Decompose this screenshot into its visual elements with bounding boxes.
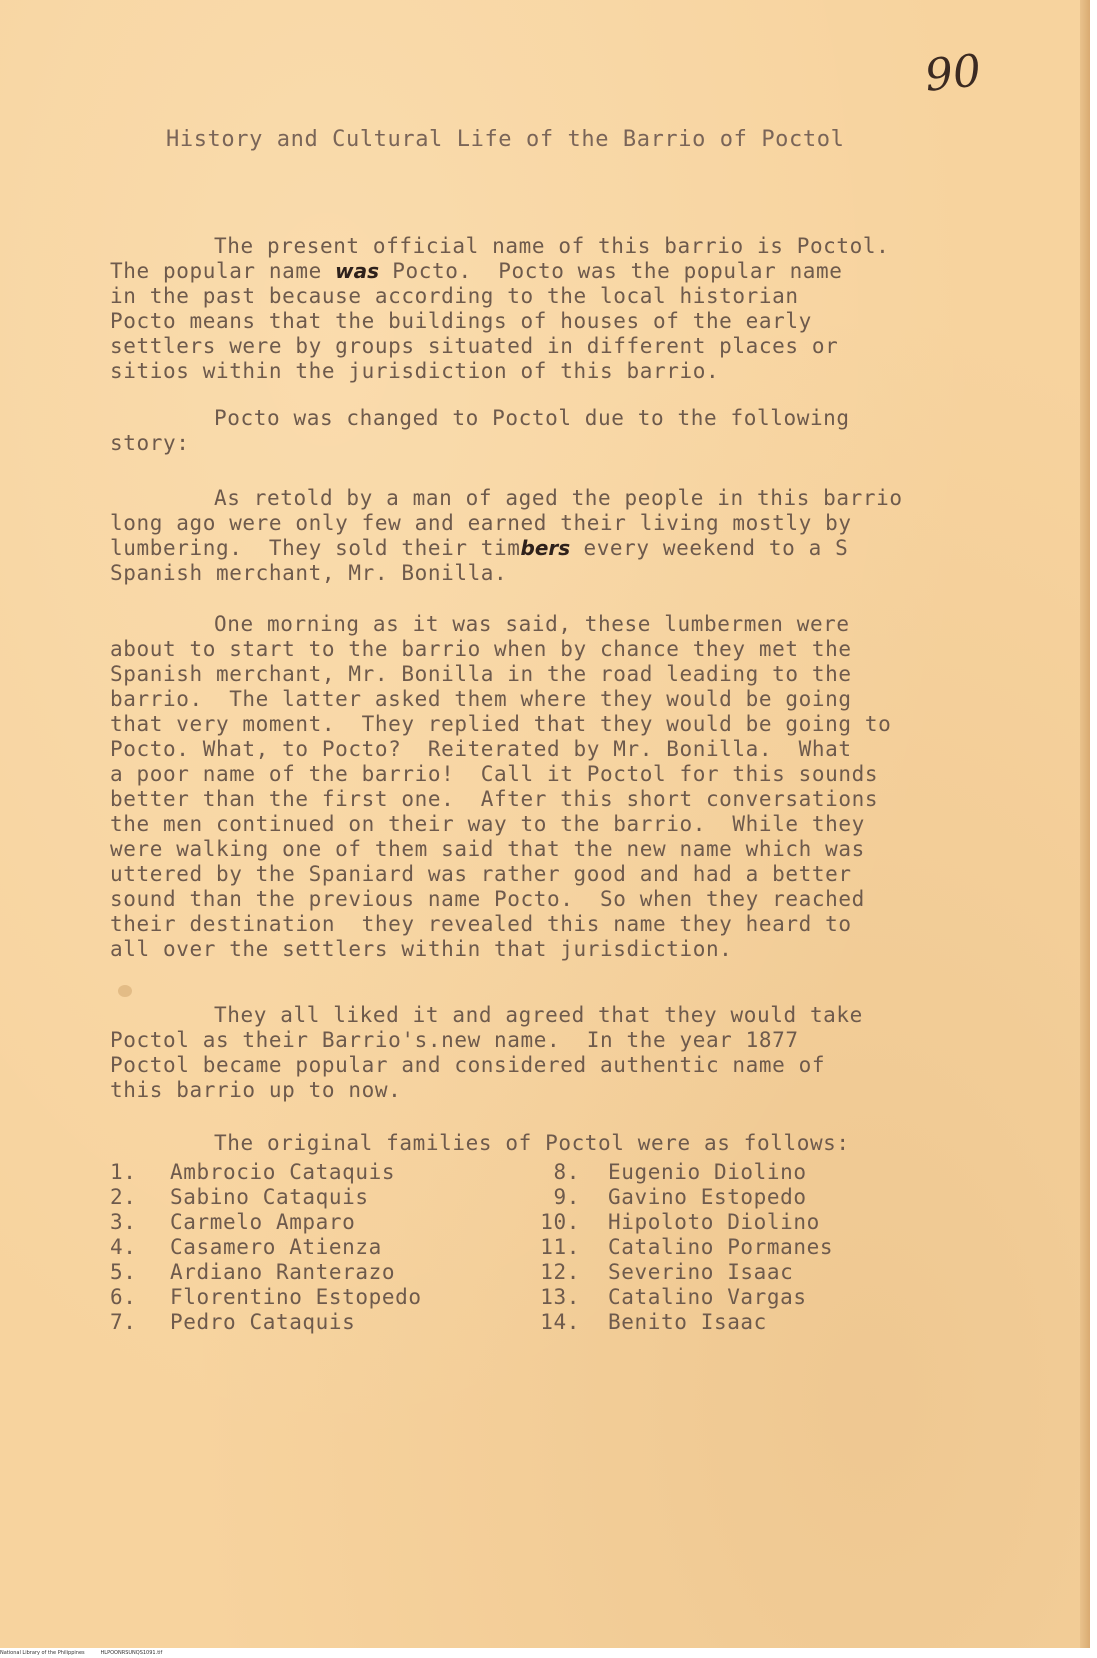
families-column-right bbox=[500, 1160, 833, 1335]
text-segment: every weekend to a S bbox=[570, 536, 849, 560]
footer-filename: HLPOONRSUNQS1091.tif bbox=[100, 1650, 163, 1656]
paragraph-line: The present official name of this barrio is Poctol. bbox=[214, 234, 890, 258]
family-number: 7. bbox=[110, 1310, 137, 1334]
paragraph-line: story: bbox=[110, 431, 190, 455]
paragraph-name-change bbox=[110, 406, 1020, 456]
family-name: Hipoloto Diolino bbox=[608, 1210, 820, 1234]
family-list-item bbox=[110, 1160, 422, 1185]
paper-stain bbox=[118, 985, 132, 997]
family-list-item bbox=[500, 1235, 833, 1260]
family-name: Gavino Estopedo bbox=[608, 1185, 807, 1209]
family-number: 1. bbox=[110, 1160, 137, 1184]
paragraph-line: a poor name of the barrio! Call it Poctol for this sounds bbox=[110, 762, 879, 786]
paragraph-line: The original families of Poctol were as follows: bbox=[214, 1131, 850, 1155]
paragraph-line: were walking one of them said that the new name which was bbox=[110, 837, 865, 861]
family-name: Pedro Cataquis bbox=[170, 1310, 356, 1334]
family-list-item bbox=[110, 1260, 422, 1285]
paragraph-lumbering bbox=[110, 486, 1020, 586]
paragraph-line: all over the settlers within that jurisdiction. bbox=[110, 937, 733, 961]
family-name: Ambrocio Cataquis bbox=[170, 1160, 396, 1184]
family-number: 11. bbox=[540, 1235, 580, 1259]
paragraph-line: Pocto means that the buildings of houses of the early bbox=[110, 309, 812, 333]
family-list-item bbox=[500, 1160, 833, 1185]
family-name: Eugenio Diolino bbox=[608, 1160, 807, 1184]
family-name: Catalino Pormanes bbox=[608, 1235, 834, 1259]
scan-footer bbox=[0, 1648, 1097, 1658]
paragraph-line: Spanish merchant, Mr. Bonilla in the road leading to the bbox=[110, 662, 852, 686]
family-number: 14. bbox=[540, 1310, 580, 1334]
handwritten-correction: was bbox=[335, 259, 380, 283]
paragraph-line: the men continued on their way to the barrio. While they bbox=[110, 812, 865, 836]
paragraph-line: As retold by a man of aged the people in this barrio bbox=[214, 486, 903, 510]
text-segment: The popular name bbox=[110, 259, 336, 283]
family-number: 9. bbox=[553, 1185, 580, 1209]
paragraph-line: One morning as it was said, these lumbermen were bbox=[214, 612, 850, 636]
paragraph-line bbox=[110, 536, 1020, 561]
paragraph-line bbox=[110, 259, 1020, 284]
family-name: Casamero Atienza bbox=[170, 1235, 382, 1259]
family-list-item bbox=[500, 1285, 833, 1310]
text-segment: Pocto. Pocto was the popular name bbox=[379, 259, 843, 283]
paragraph-line: barrio. The latter asked them where they would be going bbox=[110, 687, 852, 711]
handwritten-page-number: 90 bbox=[922, 45, 984, 102]
family-list-item bbox=[500, 1210, 833, 1235]
paragraph-line: long ago were only few and earned their living mostly by bbox=[110, 511, 852, 535]
text-segment: lumbering. They sold their tim bbox=[110, 536, 521, 560]
paragraph-line: that very moment. They replied that they would be going to bbox=[110, 712, 892, 736]
paragraph-line: Pocto was changed to Poctol due to the following bbox=[214, 406, 850, 430]
paragraph-adoption bbox=[110, 1003, 1020, 1103]
family-list-item bbox=[500, 1185, 833, 1210]
page-edge bbox=[1080, 0, 1090, 1648]
paragraph-official-name bbox=[110, 234, 1020, 384]
family-name: Sabino Cataquis bbox=[170, 1185, 369, 1209]
family-number: 10. bbox=[540, 1210, 580, 1234]
family-name: Benito Isaac bbox=[608, 1310, 767, 1334]
paragraph-line: Pocto. What, to Pocto? Reiterated by Mr. Bonilla. What bbox=[110, 737, 852, 761]
paragraph-story bbox=[110, 612, 1020, 962]
paragraph-line: this barrio up to now. bbox=[110, 1078, 402, 1102]
family-list-item bbox=[110, 1210, 422, 1235]
family-list-item bbox=[110, 1310, 422, 1335]
paragraph-line: uttered by the Spaniard was rather good and had a better bbox=[110, 862, 852, 886]
paragraph-line: sitios within the jurisdiction of this barrio. bbox=[110, 359, 720, 383]
family-number: 5. bbox=[110, 1260, 137, 1284]
handwritten-correction: bers bbox=[520, 536, 571, 560]
family-name: Carmelo Amparo bbox=[170, 1210, 356, 1234]
family-name: Severino Isaac bbox=[608, 1260, 794, 1284]
paragraph-line: sound than the previous name Pocto. So when they reached bbox=[110, 887, 865, 911]
paragraph-line: Poctol became popular and considered authentic name of bbox=[110, 1053, 826, 1077]
family-number: 8. bbox=[553, 1160, 580, 1184]
paragraph-line: in the past because according to the local historian bbox=[110, 284, 799, 308]
paragraph-line: They all liked it and agreed that they would take bbox=[214, 1003, 863, 1027]
paragraph-line: about to start to the barrio when by chance they met the bbox=[110, 637, 852, 661]
family-list-item bbox=[500, 1310, 833, 1335]
paragraph-line: better than the first one. After this short conversations bbox=[110, 787, 879, 811]
family-number: 6. bbox=[110, 1285, 137, 1309]
families-intro bbox=[110, 1131, 1020, 1156]
families-column-left bbox=[110, 1160, 422, 1335]
footer-library: National Library of the Philippines bbox=[0, 1650, 85, 1656]
footer-spacer bbox=[85, 1650, 101, 1656]
family-number: 2. bbox=[110, 1185, 137, 1209]
family-number: 3. bbox=[110, 1210, 137, 1234]
family-list-item bbox=[110, 1285, 422, 1310]
paragraph-line: Spanish merchant, Mr. Bonilla. bbox=[110, 561, 508, 585]
family-name: Florentino Estopedo bbox=[170, 1285, 422, 1309]
paragraph-line: Poctol as their Barrio's.new name. In the year 1877 bbox=[110, 1028, 799, 1052]
paragraph-line: settlers were by groups situated in different places or bbox=[110, 334, 839, 358]
family-name: Ardiano Ranterazo bbox=[170, 1260, 396, 1284]
family-list-item bbox=[110, 1185, 422, 1210]
family-list-item bbox=[110, 1235, 422, 1260]
family-number: 12. bbox=[540, 1260, 580, 1284]
family-list-item bbox=[500, 1260, 833, 1285]
family-number: 4. bbox=[110, 1235, 137, 1259]
paragraph-line: their destination they revealed this name they heard to bbox=[110, 912, 852, 936]
document-title: History and Cultural Life of the Barrio of Poctol bbox=[166, 127, 845, 152]
family-number: 13. bbox=[540, 1285, 580, 1309]
family-name: Catalino Vargas bbox=[608, 1285, 807, 1309]
